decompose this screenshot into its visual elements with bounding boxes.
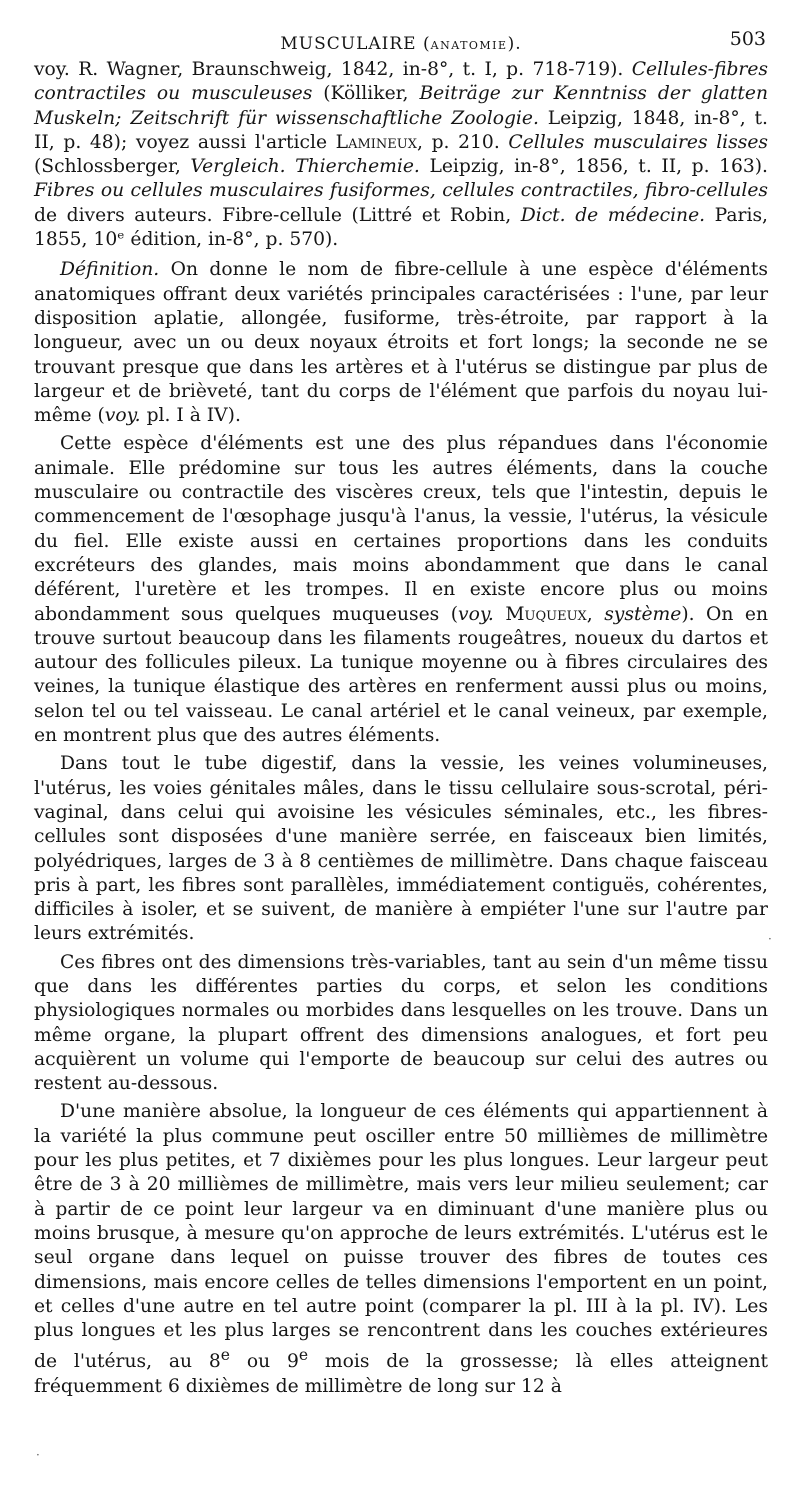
header-title-text: MUSCULAIRE bbox=[280, 34, 417, 54]
length-text-end: mois de la grossesse; là elles atteignent fréquemment 6 dixièmes de millimètre de long sur 12 à bbox=[34, 1351, 768, 1397]
length-sup-1: e bbox=[220, 1346, 231, 1365]
ref-title-4: Vergleich. Thierchemie. bbox=[190, 156, 420, 178]
length-sup-2: e bbox=[298, 1346, 309, 1365]
ref-title-5: Fibres ou cellules musculaires fusiformes, cellules contractiles, fibro-cellules bbox=[34, 180, 768, 202]
distribution-crossref: Muqueux bbox=[505, 603, 587, 625]
absolute-length-paragraph bbox=[34, 1100, 768, 1399]
ref-article-name: Lamineux bbox=[335, 131, 417, 153]
digestive-tube-paragraph: Dans tout le tube digestif, dans la vessie, les veines volumineuses, l'utérus, les voies génitales mâles, dans le tissu cellulaire sous-scrotal, péri-vaginal, dans celui qui avoisine les vésicules séminales, etc., les fibres-cellules sont disposées d'une manière serrée, en faisceaux bien limités, polyédriques, larges de 3 à 8 centièmes de millimètre. Dans chaque faisceau pris à part, les fibres sont parallèles, immédiatement contiguës, cohérentes, difficiles à isoler, et se suivent, de manière à empiéter l'une sur l'autre par leurs extrémités. bbox=[34, 753, 768, 945]
distribution-paragraph bbox=[34, 432, 768, 748]
ref-text-3: Leipzig, 1848, in-8°, t. II, p. 48); voyez aussi l'article bbox=[34, 107, 768, 153]
ref-text-4: , p. 210. bbox=[417, 131, 509, 153]
definition-voy: voy. bbox=[104, 405, 141, 427]
ref-text-1: voy. R. Wagner, Braunschweig, 1842, in-8°, t. I, p. 718-719). bbox=[34, 59, 632, 80]
ref-text-7: de divers auteurs. Fibre-cellule (Littré et Robin, bbox=[34, 204, 521, 226]
length-text-mid: ou 9 bbox=[230, 1351, 299, 1373]
ref-title-6: Dict. de médecine. bbox=[520, 204, 706, 226]
ref-text-5: (Schlossberger, bbox=[34, 156, 191, 178]
definition-plate-ref: pl. I à IV). bbox=[140, 405, 241, 427]
distribution-text: Cette espèce d'éléments est une des plus répandues dans l'économie animale. Elle prédomine sur tous les autres éléments, dans la couche musculaire ou contractile des viscères creux, tels que l'intestin, depuis le commencement de l'œsophage jusqu'à l'anus, la vessie, l'utérus, la vésicule du fiel. Elle existe aussi en certaines proportions dans les conduits excréteurs des glandes, mais moins abondamment que dans le canal déférent, l'uretère et les trompes. Il en existe encore plus ou moins abondamment sous quelques muqueuses ( bbox=[34, 433, 768, 625]
length-text: D'une manière absolue, la longueur de ces éléments qui appartiennent à la variété la plus commune peut osciller entre 50 millièmes de millimètre pour les plus petites, et 7 dixièmes pour les plus longues. Leur largeur peut être de 3 à 20 millièmes de millimètre, mais vers leur milieu seulement; car à partir de ce point leur largeur va en diminuant d'une manière plus ou moins brusque, à mesure qu'on approche de leurs extrémités. L'utérus est le seul organe dans lequel on puisse trouver des fibres de toutes ces dimensions, mais encore celles de telles dimensions l'emportent en un point, et celles d'une autre en tel autre point (comparer la pl. III à la pl. IV). Les plus longues et les plus larges se rencontrent dans les couches extérieures de l'utérus, au 8 bbox=[34, 1101, 768, 1373]
ref-title-3: Cellules musculaires lisses bbox=[508, 131, 768, 153]
ref-text-2: (Kölliker, bbox=[312, 83, 420, 105]
ref-text-6: Leipzig, in-8°, 1856, t. II, p. 163). bbox=[419, 156, 768, 178]
distribution-text-end: ). On en trouve surtout beaucoup dans les filaments rougeâtres, noueux du dartos et autour des follicules pileux. La tunique moyenne ou à fibres circulaires des veines, la tunique élastique des artères en renferment aussi plus ou moins, selon tel ou tel vaisseau. Le canal artériel et le canal veineux, par exemple, en montrent plus que des autres éléments. bbox=[34, 603, 768, 747]
distribution-systeme: système bbox=[604, 603, 682, 625]
ref-title-2: Beiträge zur Kenntniss der glatten Muskeln; Zeitschrift für wissenschaftliche Zoologie. bbox=[34, 83, 768, 129]
dimensions-paragraph: Ces fibres ont des dimensions très-variables, tant au sein d'un même tissu que dans les différentes parties du corps, et selon les conditions physiologiques normales ou morbides dans lesquelles on les trouve. Dans un même organe, la plupart offrent des dimensions analogues, et fort peu acquièrent un volume qui l'emporte de beaucoup sur celui des autres ou restent au-dessous. bbox=[34, 951, 768, 1095]
definition-text: On donne le nom de fibre-cellule à une espèce d'éléments anatomiques offrant deux variétés principales caractérisées : l'une, par leur disposition aplatie, allongée, fusiforme, très-étroite, par rapport à la longueur, avec un ou deux noyaux étroits et fort longs; la seconde ne se trouvant presque que dans les artères et à l'utérus se distingue par plus de largeur et de brièveté, tant du corps de l'élément que parfois du noyau lui-même ( bbox=[34, 259, 768, 427]
ref-title-1: Cellules-fibres contractiles ou musculeuses bbox=[34, 59, 768, 105]
book-page bbox=[34, 26, 768, 1399]
definition-label: Définition. bbox=[60, 259, 160, 281]
bibliography-paragraph bbox=[34, 58, 768, 252]
ref-text-8: Paris, 1855, 10ᵉ édition, in-8°, p. 570). bbox=[34, 204, 768, 251]
running-header bbox=[34, 26, 768, 58]
distribution-comma: , bbox=[586, 603, 605, 625]
distribution-voy: voy. bbox=[458, 603, 494, 625]
print-speck: · bbox=[768, 932, 772, 946]
definition-paragraph bbox=[34, 258, 768, 428]
page-number: 503 bbox=[729, 28, 766, 50]
print-speck: · bbox=[36, 1448, 40, 1462]
header-section-close: ). bbox=[507, 34, 522, 54]
running-title bbox=[34, 34, 768, 54]
distribution-sep bbox=[494, 604, 506, 625]
header-section-open: ( bbox=[423, 34, 431, 54]
header-section: ANATOMIE bbox=[430, 39, 508, 52]
